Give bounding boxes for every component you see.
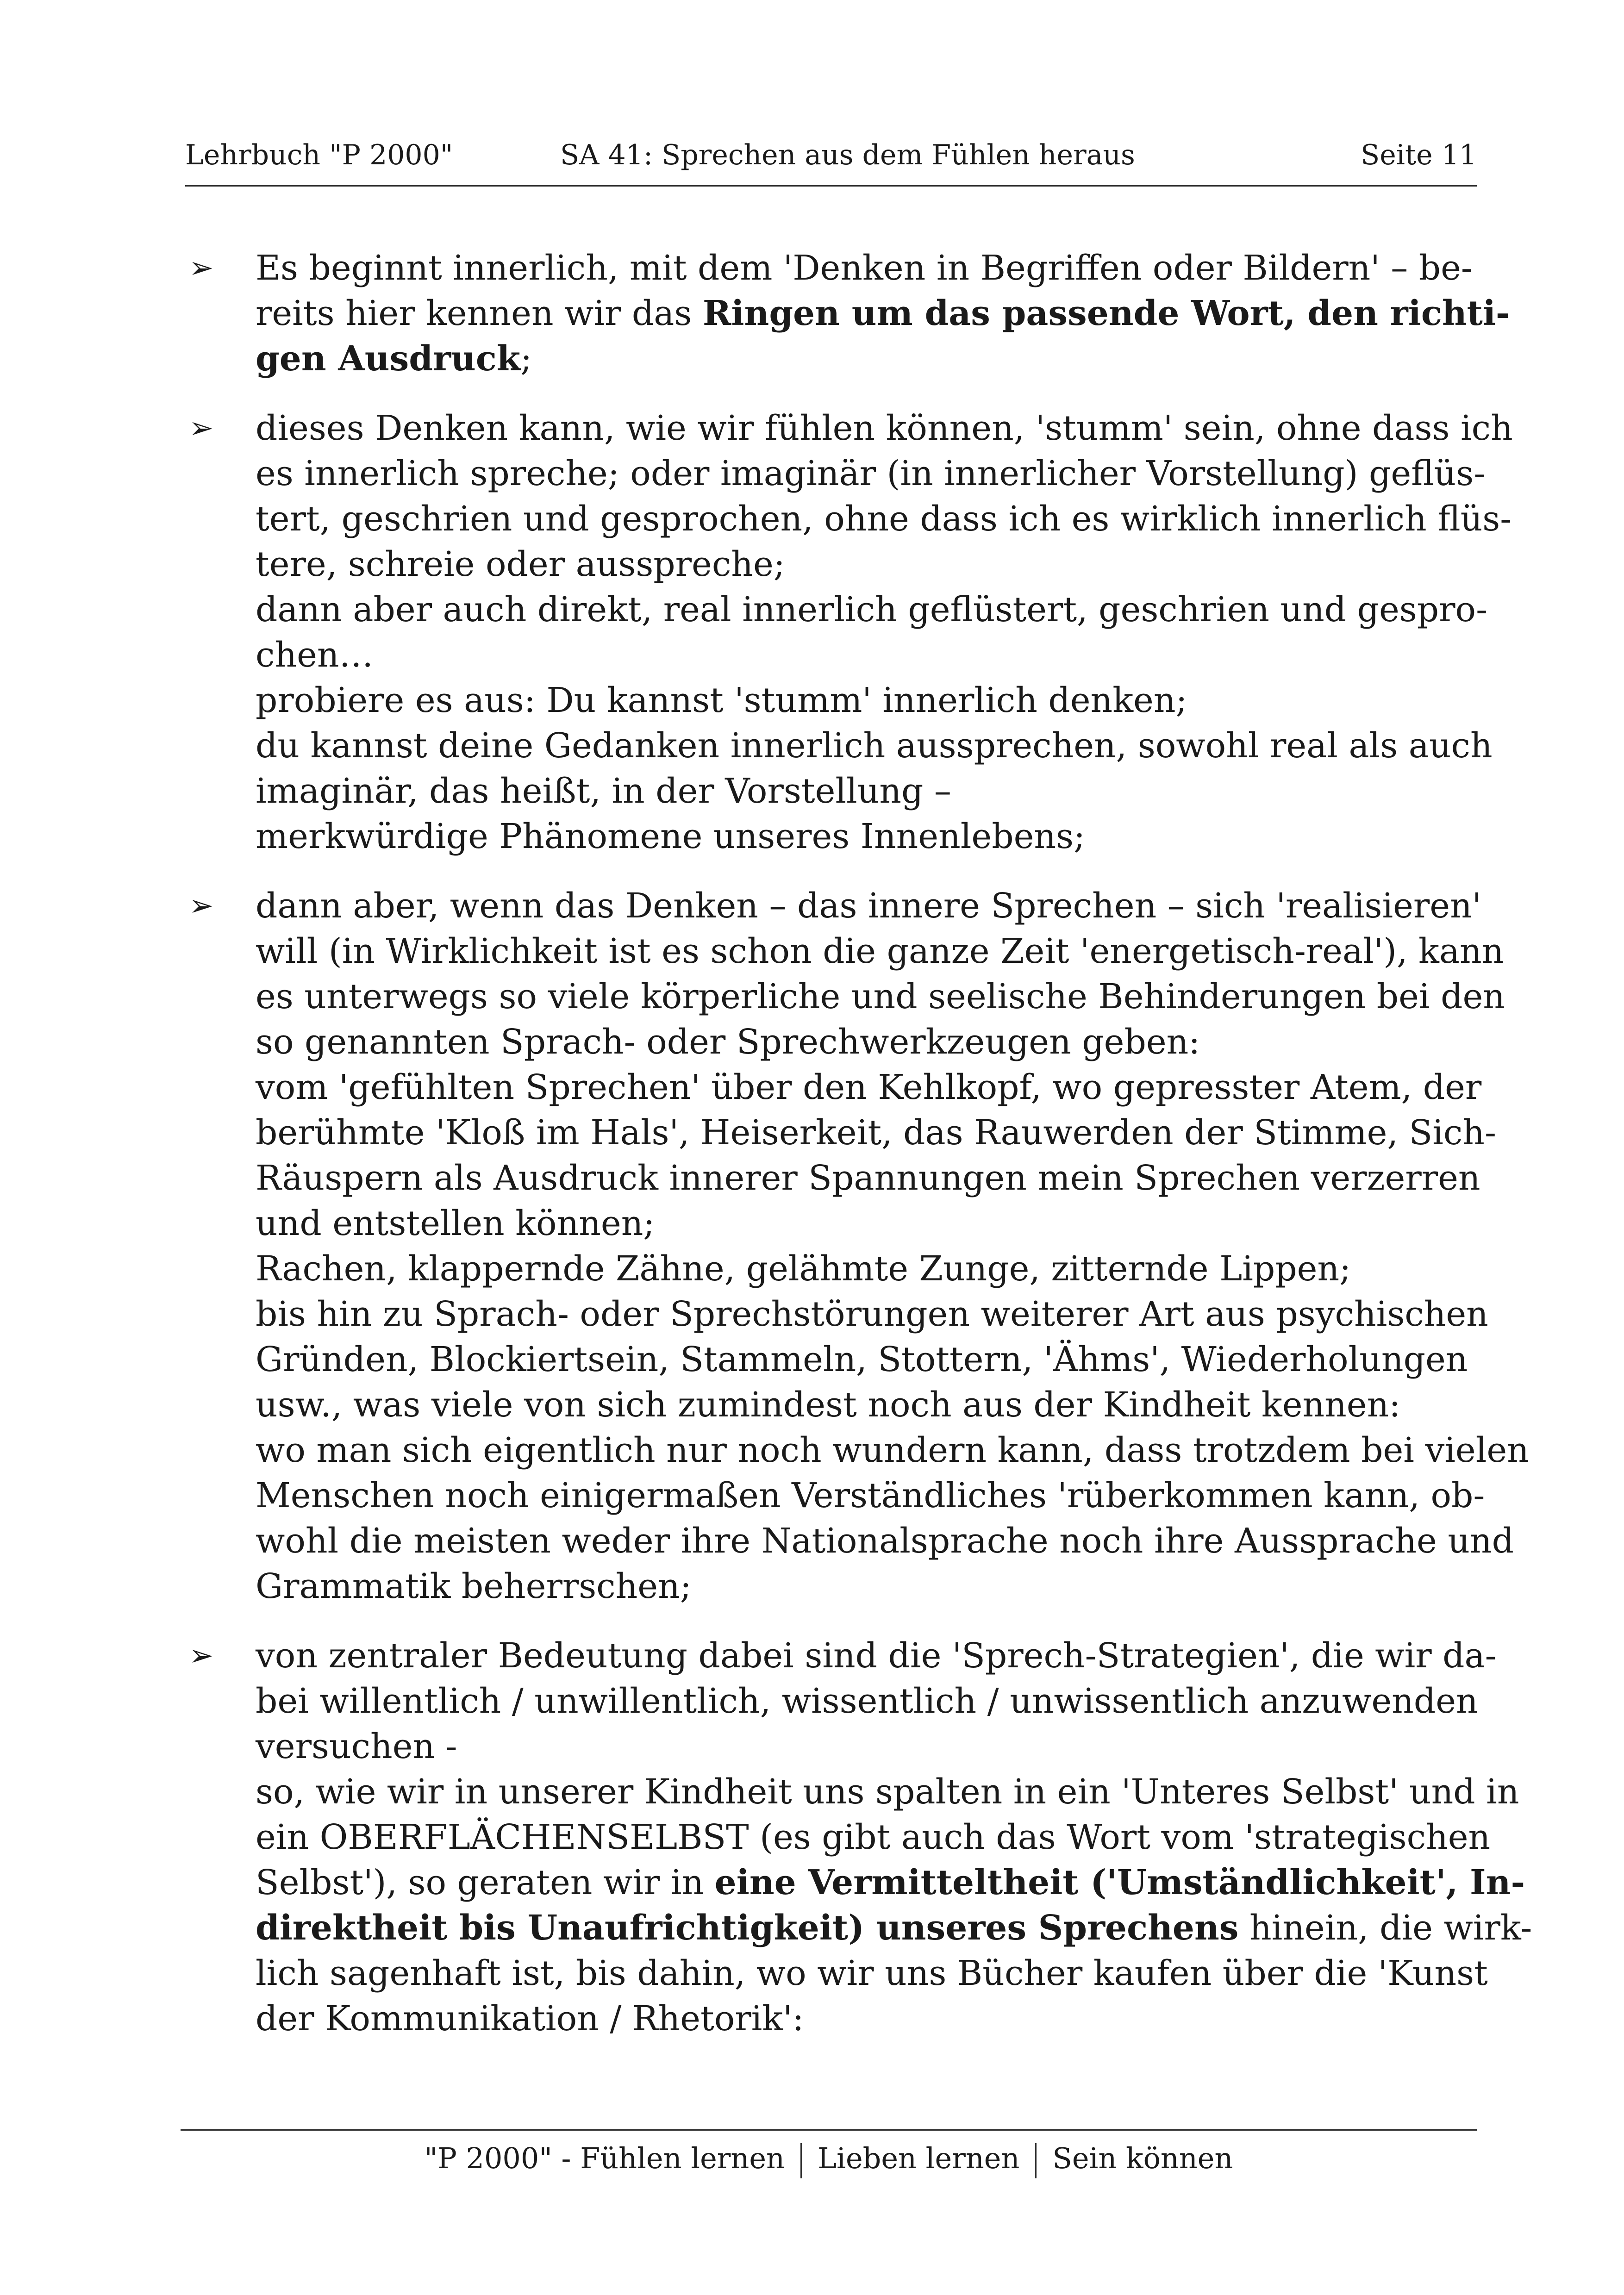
text-segment: Selbst'), so geraten wir in [256,1863,715,1902]
text-segment: dieses Denken kann, wie wir fühlen können, 'stumm' sein, ohne dass ich [256,408,1513,448]
text-line [256,1860,1525,1905]
text-segment: so, wie wir in unserer Kindheit uns spalten in ein 'Unteres Selbst' und in [256,1772,1519,1812]
text-segment: will (in Wirklichkeit ist es schon die ganze Zeit 'energetisch-real'), kann [256,931,1504,971]
text-segment: es unterwegs so viele körperliche und seelische Behinderungen bei den [256,977,1505,1017]
bold-text-segment: direktheit bis Unaufrichtigkeit) unseres Sprechens [256,1908,1239,1948]
footer-part-1: "P 2000" - Fühlen lernen [424,2141,785,2175]
text-line [256,245,1477,291]
text-line [256,1291,1488,1337]
text-line [256,1996,1477,2041]
text-segment: so genannten Sprach- oder Sprechwerkzeugen geben: [256,1022,1200,1062]
text-line [256,336,1477,381]
text-line [256,496,1512,542]
text-line [256,678,1477,723]
bold-text-segment: eine Vermitteltheit ('Umständlichkeit', In- [714,1863,1525,1902]
footer-separator [800,2143,802,2178]
text-line [256,542,1477,587]
text-line [256,451,1486,496]
text-segment: wohl die meisten weder ihre Nationalsprache noch ihre Aussprache und [256,1521,1514,1561]
text-line [256,632,1477,678]
text-line [256,974,1505,1019]
text-segment: ; [520,339,532,379]
text-segment: merkwürdige Phänomene unseres Innenlebens; [256,817,1085,856]
header-chapter-title: SA 41: Sprechen aus dem Fühlen heraus [560,139,1135,171]
text-line [256,1337,1477,1382]
page-header [185,134,1477,187]
text-segment: probiere es aus: Du kannst 'stumm' innerlich denken; [256,680,1187,720]
text-segment: wo man sich eigentlich nur noch wundern kann, dass trotzdem bei vielen [256,1430,1529,1470]
text-line [256,1905,1532,1951]
text-segment: bis hin zu Sprach- oder Sprechstörungen weiterer Art aus psychischen [256,1294,1488,1334]
bullet-item [185,245,1510,381]
main-content [185,245,1532,2065]
arrowhead-bullet-icon: ➢ [189,411,214,445]
text-line [256,1019,1477,1065]
text-line [256,1951,1488,1996]
text-line [256,814,1477,859]
text-line [256,1518,1514,1564]
text-segment: hinein, die wirk- [1238,1908,1532,1948]
bullet-item [185,883,1529,1609]
text-line [256,1246,1477,1291]
bullet-item [185,1633,1532,2041]
text-segment: Rachen, klappernde Zähne, gelähmte Zunge, zitternde Lippen; [256,1249,1351,1289]
text-segment: der Kommunikation / Rhetorik': [256,1999,804,2039]
text-line [256,1815,1491,1860]
text-segment: usw., was viele von sich zumindest noch aus der Kindheit kennen: [256,1385,1401,1425]
arrowhead-bullet-icon: ➢ [189,1639,214,1673]
text-segment: tert, geschrien und gesprochen, ohne dass ich es wirklich innerlich flüs- [256,499,1512,539]
text-segment: vom 'gefühlten Sprechen' über den Kehlkopf, wo gepresster Atem, der [256,1067,1482,1107]
text-line [256,1633,1497,1678]
text-segment: lich sagenhaft ist, bis dahin, wo wir uns Bücher kaufen über die 'Kunst [256,1953,1488,1993]
text-line [256,1428,1529,1473]
text-segment: tere, schreie oder ausspreche; [256,544,785,584]
text-segment: bei willentlich / unwillentlich, wissentlich / unwissentlich anzuwenden [256,1681,1478,1721]
footer-part-3: Sein können [1052,2141,1233,2175]
text-line [256,1724,1477,1769]
text-segment: chen… [256,635,374,675]
text-segment: berühmte 'Kloß im Hals', Heiserkeit, das Rauwerden der Stimme, Sich- [256,1113,1496,1153]
text-segment: reits hier kennen wir das [256,293,703,333]
footer-separator [1035,2143,1037,2178]
header-book-title: Lehrbuch "P 2000" [185,139,453,171]
text-line [256,1564,1477,1609]
text-line [256,587,1488,632]
bullet-item [185,405,1513,859]
text-segment: dann aber auch direkt, real innerlich geflüstert, geschrien und gespro- [256,590,1488,630]
text-segment: von zentraler Bedeutung dabei sind die 'Sprech-Strategien', die wir da- [256,1636,1497,1676]
text-line [256,1155,1480,1201]
text-line [256,1065,1482,1110]
text-segment: imaginär, das heißt, in der Vorstellung – [256,771,951,811]
text-line [256,1473,1485,1518]
page-footer [181,2129,1477,2195]
text-segment: Grammatik beherrschen; [256,1566,692,1606]
text-line [256,1382,1477,1428]
text-line [256,1678,1477,1724]
bold-text-segment: Ringen um das passende Wort, den richti- [702,293,1510,333]
header-page-number: Seite 11 [1361,139,1477,171]
footer-part-2: Lieben lernen [817,2141,1020,2175]
text-segment: Menschen noch einigermaßen Verständliches 'rüberkommen kann, ob- [256,1476,1485,1515]
bold-text-segment: gen Ausdruck [256,339,521,379]
text-line [256,883,1482,929]
text-line [256,768,1477,814]
text-segment: dann aber, wenn das Denken – das innere Sprechen – sich 'realisieren' [256,886,1482,926]
text-line [256,405,1513,451]
text-segment: Gründen, Blockiertsein, Stammeln, Stottern, 'Ähms', Wiederholungen [256,1340,1468,1379]
text-segment: versuchen - [256,1727,457,1766]
text-segment: Es beginnt innerlich, mit dem 'Denken in Begriffen oder Bildern' – be- [256,248,1473,288]
text-segment: ein OBERFLÄCHENSELBST (es gibt auch das Wort vom 'strategischen [256,1817,1491,1857]
arrowhead-bullet-icon: ➢ [189,889,214,923]
text-line [256,1769,1519,1815]
text-line [256,1110,1496,1155]
text-line [256,1201,1477,1246]
text-line [256,291,1510,336]
arrowhead-bullet-icon: ➢ [189,251,214,285]
text-segment: und entstellen können; [256,1204,655,1243]
text-line [256,723,1493,768]
text-segment: es innerlich spreche; oder imaginär (in innerlicher Vorstellung) geflüs- [256,454,1486,493]
text-line [256,929,1504,974]
text-segment: du kannst deine Gedanken innerlich aussprechen, sowohl real als auch [256,726,1493,766]
text-segment: Räuspern als Ausdruck innerer Spannungen mein Sprechen verzerren [256,1158,1480,1198]
